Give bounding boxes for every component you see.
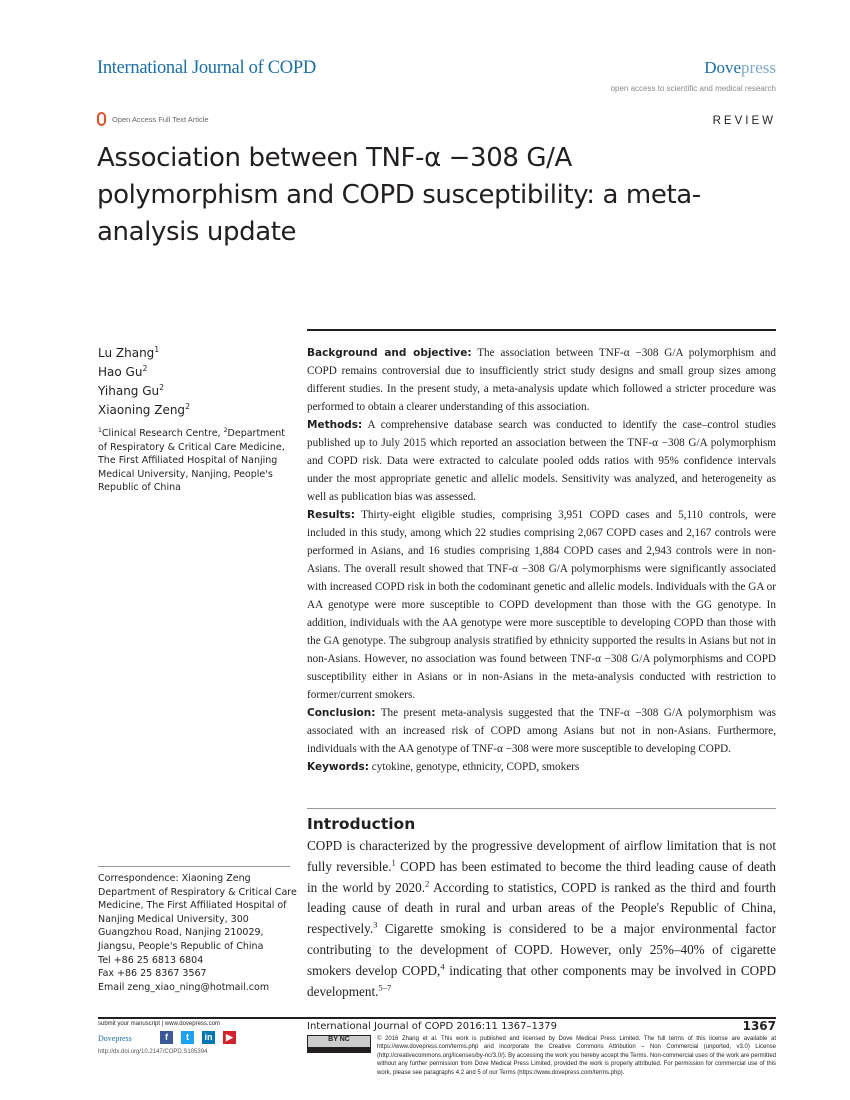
abstract-background: Background and objective: The association between TNF-α −308 G/A polymorphism and COPD remains controversial due to insufficiently strict study designs and small group sizes among different studies. In the present study, a meta-analysis update which followed a stricter procedure was performed to obtain a clearer understanding of this association. xyxy=(307,347,776,413)
author: Yihang Gu$^2$ xyxy=(98,383,165,398)
page-number: 1367 xyxy=(742,1019,776,1033)
submit-link[interactable]: submit your manuscript | www.dovepress.com xyxy=(98,1021,220,1027)
publisher-name-a: Dove xyxy=(704,58,742,77)
abstract-conclusion: Conclusion: The present meta-analysis suggested that the TNF-α −308 G/A polymorphism was associated with an increased risk of COPD among Asians but not in non-Asians. Furthermore, individuals with the AA genotype of TNF-α −308 were more susceptible to developing COPD. xyxy=(307,707,776,755)
creative-commons-icon[interactable] xyxy=(307,1035,371,1053)
footer-logo[interactable]: Dovepress xyxy=(98,1034,132,1043)
keywords: Keywords: cytokine, genotype, ethnicity, COPD, smokers xyxy=(307,761,580,773)
article-type: REVIEW xyxy=(712,115,776,127)
social-links xyxy=(160,1031,236,1044)
open-access-lock-icon xyxy=(97,112,106,126)
affiliations: $^1$Clinical Research Centre, $^2$Department of Respiratory & Critical Care Medicine, The First Affiliated Hospital of Nanjing Medical University, Nanjing, People's Republic of China xyxy=(98,426,286,494)
open-access-text: Open Access Full Text Article xyxy=(112,114,209,124)
correspondence-name: Correspondence: Xiaoning Zeng xyxy=(98,873,251,884)
divider xyxy=(98,866,290,867)
section-heading: Introduction xyxy=(307,815,416,833)
author: Lu Zhang$^1$ xyxy=(98,345,160,360)
correspondence-address: Department of Respiratory & Critical Care Medicine, The First Affiliated Hospital of Nanjing Medical University, 300 Guangzhou Road, Nanjing 210029, Jiangsu, People's Republic of China xyxy=(98,886,297,952)
abstract-results: Results: Thirty-eight eligible studies, comprising 3,951 COPD cases and 5,110 controls, were included in this study, among which 22 studies comprising 2,067 COPD cases and 2,167 controls were performed in Asians, and 16 studies comprising 1,884 COPD cases and 2,943 controls were in non-Asians. The overall result showed that TNF-α −308 G/A polymorphisms were significantly associated with increased COPD risk in both the codominant genetic and allelic models. Individuals with the GA or AA genotype were more susceptible to COPD development than those with the GG genotype. In addition, individuals with the AA genotype were more susceptible to developing COPD than those with the GA genotype. The subgroup analysis stratified by ethnicity supported the results in Asians but not in non-Asians. However, no association was found between TNF-α −308 G/A polymorphisms and COPD susceptibility either in Asians or in non-Asians in the meta-analysis conducted with restriction to former/current smokers. xyxy=(307,509,776,701)
author: Hao Gu$^2$ xyxy=(98,364,148,379)
divider xyxy=(307,329,776,331)
doi-link[interactable]: http://dx.doi.org/10.2147/COPD.S105394 xyxy=(98,1049,208,1055)
journal-name[interactable]: International Journal of COPD xyxy=(97,58,316,78)
cc-label: BY NC xyxy=(308,1036,370,1047)
open-access-label xyxy=(97,112,209,126)
article-title: Association between TNF-α −308 G/A polymorphism and COPD susceptibility: a meta-analysis update xyxy=(97,143,701,247)
introduction-text: COPD is characterized by the progressive development of airflow limitation that is not fully reversible.$^1$ COPD has been estimated to become the third leading cause of death in the world by 2020.$^2$ According to statistics, COPD is ranked as the third and fourth leading cause of death in rural and urban areas of the People's Republic of China, respectively.$^3$ Cigarette smoking is considered to be a major environmental factor contributing to the development of COPD. However, only 25%–40% of cigarette smokers develop COPD,$^4$ indicating that other components may be involved in COPD development.$^{5-7}$ xyxy=(307,838,776,999)
abstract xyxy=(307,344,776,776)
citation: International Journal of COPD 2016:11 1367–1379 xyxy=(307,1021,557,1032)
license-text: © 2016 Zhang et al. This work is published and licensed by Dove Medical Press Limited. The full terms of this license are available at https://www.dovepress.com/terms.php and incorporate the Creative Commons Attribution – Non Commercial (unported, v3.0) License (http://creativecommons.org/licenses/by-nc/3.0/). By accessing the work you hereby accept the Terms. Non-commercial uses of the work are permitted without any further permission from Dove Medical Press Limited, provided the work is properly attributed. For permission for commercial use of this work, please see paragraphs 4.2 and 5 of our Terms (https://www.dovepress.com/terms.php). xyxy=(377,1036,776,1076)
correspondence-email[interactable]: Email zeng_xiao_ning@hotmail.com xyxy=(98,981,270,993)
linkedin-icon[interactable]: in xyxy=(202,1031,215,1044)
author: Xiaoning Zeng$^2$ xyxy=(98,402,191,417)
correspondence-fax: Fax +86 25 8367 3567 xyxy=(98,968,207,980)
publisher-name-b: press xyxy=(741,58,776,77)
publisher-tagline: open access to scientific and medical research xyxy=(610,84,776,93)
correspondence xyxy=(98,872,298,994)
abstract-methods: Methods: A comprehensive database search was conducted to identify the case–control studies published up to July 2015 which reported an association between the TNF-α −308 G/A polymorphism and COPD risk. Data were extracted to calculate pooled odds ratios with 95% confidence intervals under the most appropriate genetic and allelic models. Sensitivity was analyzed, and heterogeneity as well as publication bias was assessed. xyxy=(307,419,776,503)
divider xyxy=(98,1017,776,1019)
facebook-icon[interactable]: f xyxy=(160,1031,173,1044)
youtube-icon[interactable]: ▶ xyxy=(223,1031,236,1044)
twitter-icon[interactable]: t xyxy=(181,1031,194,1044)
divider xyxy=(307,808,776,809)
publisher-logo[interactable] xyxy=(704,58,776,78)
correspondence-tel: Tel +86 25 6813 6804 xyxy=(98,954,204,966)
author-list xyxy=(98,344,190,420)
